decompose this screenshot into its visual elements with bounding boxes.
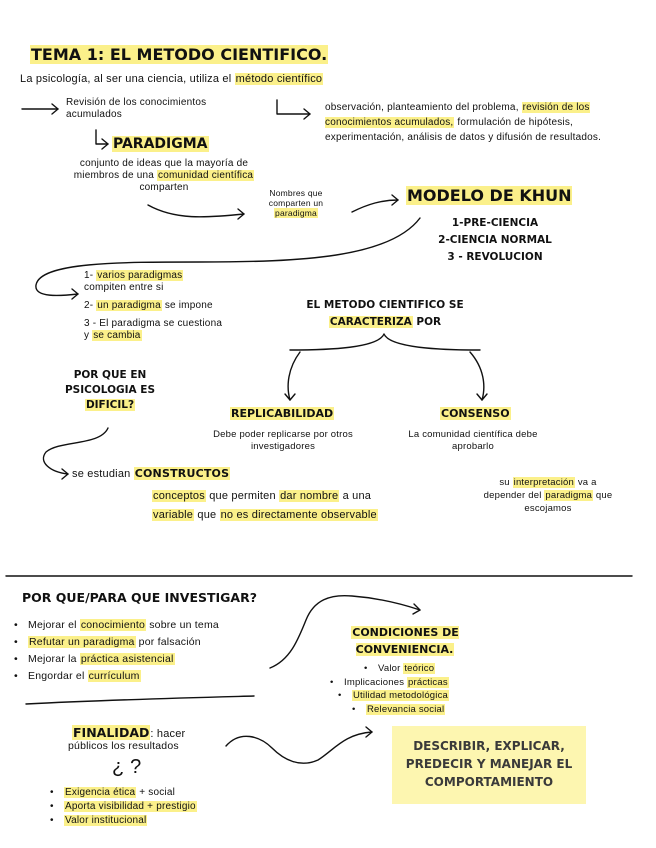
describir-box: DESCRIBIR, EXPLICAR, PREDECIR Y MANEJAR EL COMPORTAMIENTO [392, 726, 586, 804]
porque-dificil: POR QUE EN PSICOLOGIA ES DIFICIL? [64, 369, 156, 411]
khun-stage-1: 1-PRE-CIENCIA [451, 217, 539, 229]
paradigma-desc: conjunto de ideas que la mayoría de miembros de una comunidad científica comparten [73, 158, 254, 193]
list-item: • Valor teórico [364, 662, 530, 676]
list-item: • Valor institucional [50, 814, 310, 828]
list-item: • Mejorar la práctica asistencial [14, 651, 294, 668]
paradigma-title: PARADIGMA [113, 136, 208, 152]
interpretacion-note: su interpretación va a depender del paradigma que escojamos [483, 477, 613, 514]
investigar-list [14, 617, 294, 685]
investigar-title: POR QUE/PARA QUE INVESTIGAR? [22, 590, 257, 605]
khun-stages [420, 215, 570, 266]
consenso-desc: La comunidad científica debe aprobarlo [408, 429, 538, 452]
caracteriza-heading: EL METODO CIENTIFICO SE CARACTERIZA POR [306, 299, 464, 328]
nombres-note: Nombres que comparten un paradigma [268, 188, 324, 218]
replicabilidad-desc: Debe poder replicarse por otros investigadores [213, 429, 353, 452]
finalidad-desc: públicos los resultados [68, 740, 179, 752]
replicabilidad-title: REPLICABILIDAD [231, 407, 334, 420]
finalidad-heading: FINALIDAD: hacer [73, 725, 186, 740]
consenso-title: CONSENSO [441, 407, 510, 420]
finalidad-list [50, 786, 310, 828]
intro-text: La psicología, al ser una ciencia, utiliza el método científico [20, 73, 323, 85]
constructos-desc: conceptos que permiten dar nombre a una variable que no es directamente observable [153, 490, 377, 521]
paso-3: 3 - El paradigma se cuestiona y se cambia [84, 318, 223, 341]
paso-1: 1- varios paradigmas [84, 270, 183, 281]
condiciones-title: CONDICIONES DE CONVENIENCIA. [352, 626, 459, 656]
list-item: • Refutar un paradigma por falsación [14, 634, 294, 651]
list-item: • Utilidad metodológica [338, 689, 530, 703]
list-item: • Relevancia social [352, 703, 530, 717]
khun-stage-3: 3 - REVOLUCION [447, 251, 543, 263]
question-marks: ¿ ? [112, 756, 142, 778]
revision-text: Revisión de los conocimientos acumulados [66, 97, 207, 120]
list-item: • Exigencia ética + social [50, 786, 310, 800]
constructos-line: se estudian CONSTRUCTOS [72, 467, 230, 480]
list-item: • Mejorar el conocimiento sobre un tema [14, 617, 294, 634]
khun-stage-2: 2-CIENCIA NORMAL [438, 234, 552, 246]
list-item: • Implicaciones prácticas [330, 676, 530, 690]
list-item: • Engordar el currículum [14, 668, 294, 685]
paso-2: 2- un paradigma se impone [84, 300, 213, 311]
pasos-list [84, 270, 254, 342]
page-title: TEMA 1: EL METODO CIENTIFICO. [31, 45, 328, 64]
observacion-text: observación, planteamiento del problema, revisión de los conocimientos acumulados, formulación de hipótesis, experimentación, análisis de datos y difusión de resultados. [325, 102, 602, 143]
khun-title: MODELO DE KHUN [407, 186, 572, 205]
list-item: • Aporta visibilidad + prestigio [50, 800, 310, 814]
paso-1-cont: compiten entre si [84, 282, 164, 293]
condiciones-list [330, 662, 530, 716]
